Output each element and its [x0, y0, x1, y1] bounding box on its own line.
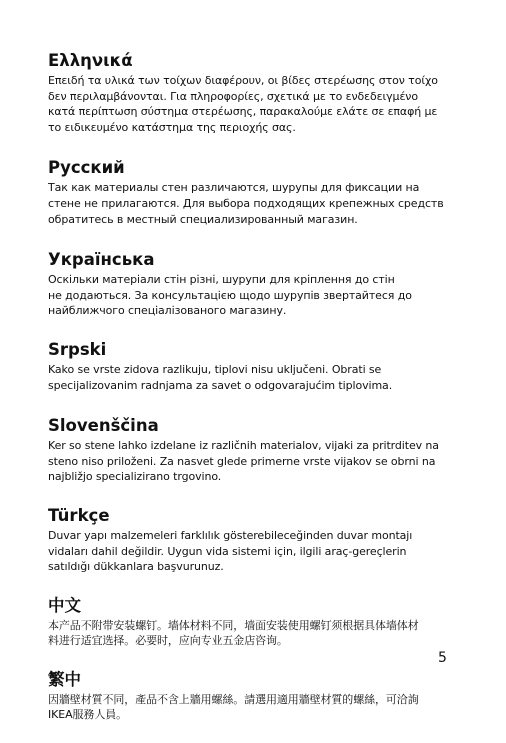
section-chinese-traditional: [48, 669, 460, 723]
section-text-serbian: Kako se vrste zidova razlikuju, tiplovi nisu uključeni. Obrati se specijalizovanim radnjama za savet o odgovarajućim tiplovima.: [48, 362, 393, 392]
section-slovenian: [48, 415, 460, 485]
section-ukrainian: [48, 249, 460, 319]
section-greek: [48, 50, 460, 135]
section-text-russian: Так как материалы стен различаются, шурупы для фиксации на стене не прилагаются. Для выбора подходящих крепежных средств обратитесь в местный специализированный магазин.: [48, 181, 444, 226]
section-text-chinese-simplified: 本产品不附带安装螺钉。墙体材料不同，墙面安装使用螺钉须根据具体墙体材 料进行适宜选择。必要时，应向专业五金店咨询。: [48, 618, 419, 648]
section-heading-slovenian: Slovenščina: [48, 416, 159, 436]
page-number: 5: [438, 650, 447, 666]
section-heading-greek: Ελληνικά: [48, 51, 133, 70]
section-text-slovenian: Ker so stene lahko izdelane iz različnih materialov, vijaki za pritrditev na steno niso priloženi. Za nasvet glede primerne vrste vijakov se obrni na najbližjo specializirano trgovino.: [48, 439, 439, 484]
section-heading-turkish: Türkçe: [48, 505, 110, 525]
section-heading-serbian: Srpski: [48, 339, 107, 359]
section-text-ukrainian: Оскільки матеріали стін різні, шурупи для кріплення до стін не додаються. За консультацією щодо шурупів звертайтеся до найближчого спеціалізованого магазину.: [48, 273, 412, 318]
section-turkish: [48, 505, 460, 575]
section-heading-chinese-simplified: 中文: [48, 595, 81, 615]
section-heading-russian: Русский: [48, 158, 125, 178]
section-chinese-simplified: [48, 595, 460, 649]
section-russian: [48, 157, 460, 227]
section-text-greek: Επειδή τα υλικά των τοίχων διαφέρουν, οι βίδες στερέωσης στον τοίχο δεν περιλαμβάνονται. Για πληροφορίες, σχετικά με το ενδεδειγμένο κατά περίπτωση σύστημα στερέωσης, παρακαλούμε ελάτε σε επαφή με το ειδικευμένο κατάστημα της περιοχής σας.: [48, 74, 438, 134]
document-page: [48, 50, 460, 743]
section-text-turkish: Duvar yapı malzemeleri farklılık gösterebileceğinden duvar montajı vidaları dahil değildir. Uygun vida sistemi için, ilgili araç-gereçlerin satıldığı dükkanlara başvurunuz.: [48, 528, 413, 574]
section-heading-chinese-traditional: 繁中: [48, 669, 81, 689]
section-heading-ukrainian: Українська: [48, 250, 155, 270]
section-serbian: [48, 339, 460, 393]
section-text-chinese-traditional: 因牆壁材質不同，產品不含上牆用螺絲。請選用適用牆壁材質的螺絲，可洽詢 IKEA服務人員。: [48, 692, 419, 722]
